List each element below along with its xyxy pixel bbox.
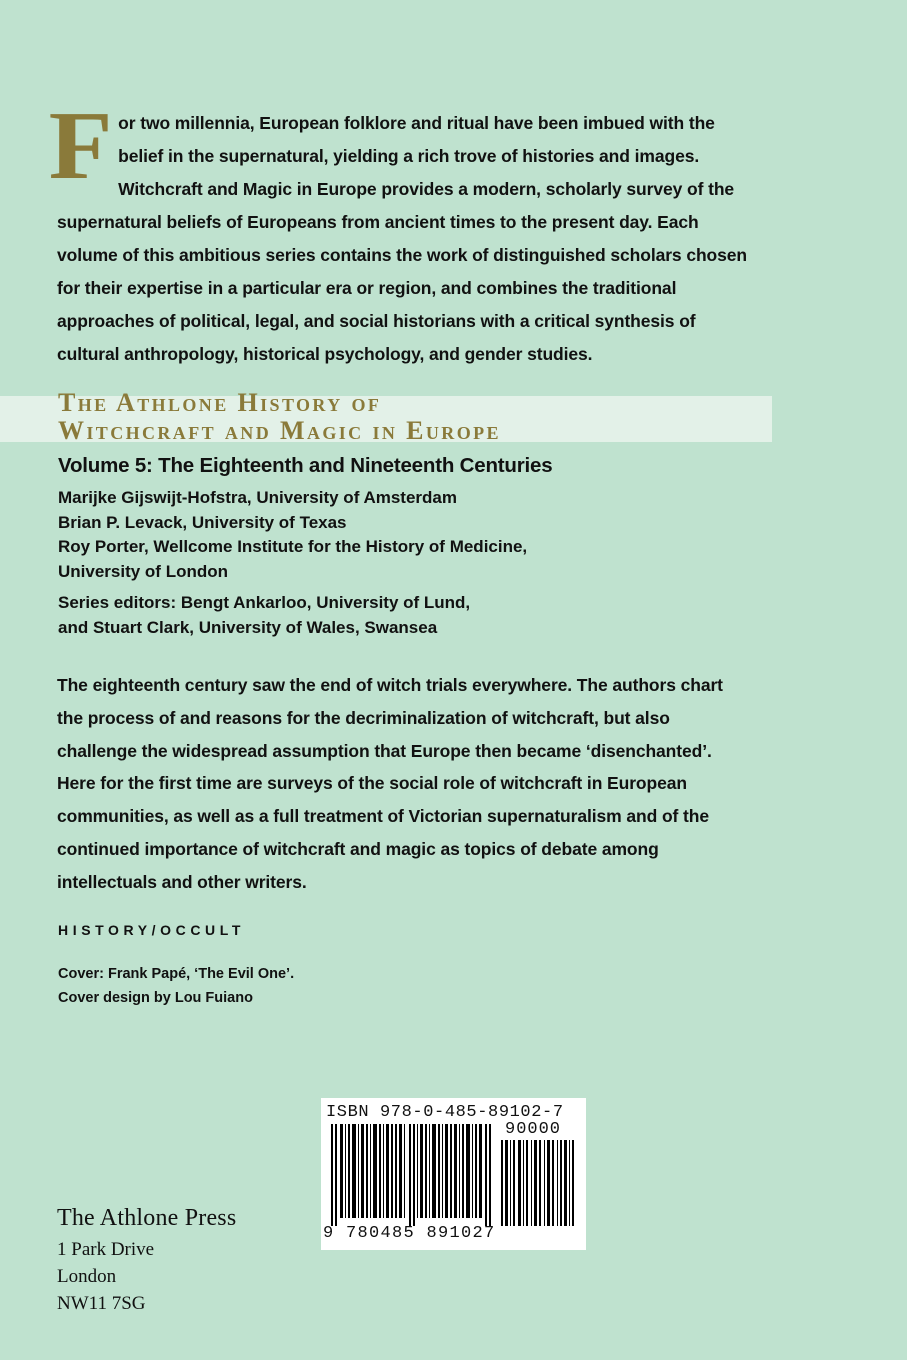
drop-cap: F [48,92,113,199]
cover-credit-line: Cover design by Lou Fuiano [58,990,253,1006]
intro-text: or two millennia, European folklore and ritual have been imbued with the belief in the supernatural, yielding a rich trove of histories and images. Witchcraft and Magic in Europe provides a modern, scholarly survey of the supernatural beliefs of Europeans from ancient times to the present day. Each volume of this ambitious series contains the work of distinguished scholars chosen for their expertise in a particular era or region, and combines the traditional approaches of political, legal, and social historians with a critical synthesis of cultural anthropology, historical psychology, and gender studies. [57,113,747,364]
barcode-digits: 9 780485 891027 [323,1224,496,1243]
series-editors [58,591,470,640]
isbn-label: ISBN 978-0-485-89102-7 [326,1103,564,1122]
editor-line: University of London [58,562,228,582]
isbn-barcode [321,1098,586,1250]
price-addon: 90000 [505,1120,562,1139]
description-paragraph: The eighteenth century saw the end of witch trials everywhere. The authors chart the process of and reasons for the decriminalization of witchcraft, but also challenge the widespread assumption that Europe then became ‘disenchanted’. Here for the first time are surveys of the social role of witchcraft in European communities, as well as a full treatment of Victorian supernaturalism and of the continued importance of witchcraft and magic as topics of debate among intellectuals and other writers. [57,675,723,892]
address-line: London [57,1266,117,1287]
intro-paragraph [48,92,747,371]
editor-line: Brian P. Levack, University of Texas [58,512,347,532]
series-editor-line: and Stuart Clark, University of Wales, Swansea [58,617,438,637]
series-title [58,389,778,445]
cover-credit-line: Cover: Frank Papé, ‘The Evil One’. [58,966,295,982]
publisher-address [57,1236,154,1317]
barcode-bars [331,1124,495,1226]
series-title-line-1: The Athlone History of [58,388,382,417]
editor-line: Marijke Gijswijt-Hofstra, University of Amsterdam [58,488,457,507]
publisher-name: The Athlone Press [57,1205,237,1231]
editors-list [58,486,527,585]
volume-title: Volume 5: The Eighteenth and Nineteenth Centuries [58,454,553,477]
category-label: HISTORY/OCCULT [58,922,246,938]
address-line: 1 Park Drive [57,1239,155,1260]
addon-bars [501,1140,577,1226]
editor-line: Roy Porter, Wellcome Institute for the History of Medicine, [58,537,528,557]
series-title-line-2: Witchcraft and Magic in Europe [58,416,501,445]
address-line: NW11 7SG [57,1293,146,1314]
series-editor-line: Series editors: Bengt Ankarloo, University of Lund, [58,593,471,612]
cover-credits [58,962,294,1010]
